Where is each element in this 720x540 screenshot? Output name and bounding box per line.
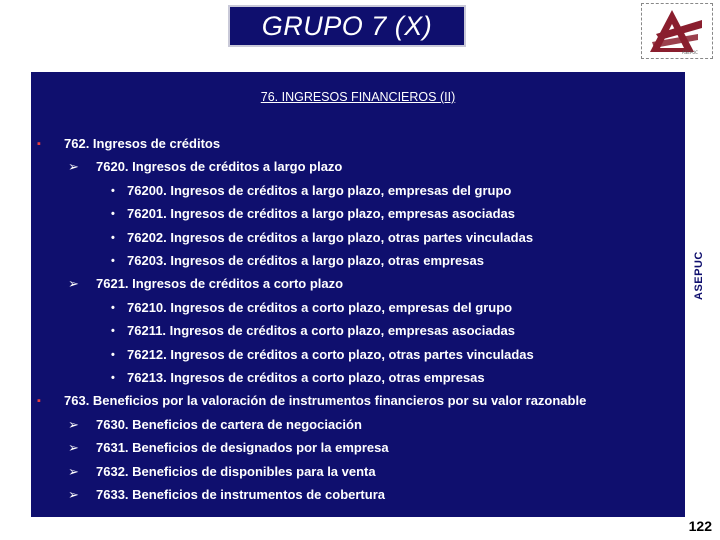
outline-row-level-2 bbox=[31, 440, 685, 458]
outline-row-level-3 bbox=[31, 370, 685, 388]
arrow-bullet-icon: ➢ bbox=[68, 159, 79, 175]
outline-row-level-3 bbox=[31, 183, 685, 201]
arrow-bullet-icon: ➢ bbox=[68, 487, 79, 502]
outline-row-text: 76213. Ingresos de créditos a corto plazo, otras empresas bbox=[127, 370, 485, 385]
outline-row-text: 76203. Ingresos de créditos a largo plazo, otras empresas bbox=[127, 253, 484, 268]
outline-row-level-2 bbox=[31, 464, 685, 482]
outline-row-text: 76212. Ingresos de créditos a corto plazo, otras partes vinculadas bbox=[127, 346, 534, 362]
asepuc-logo bbox=[641, 3, 713, 59]
dot-bullet-icon: • bbox=[111, 301, 115, 314]
outline-row-text: 76202. Ingresos de créditos a largo plazo, otras partes vinculadas bbox=[127, 229, 534, 245]
dot-bullet-icon: • bbox=[111, 325, 115, 338]
outline-row-level-2 bbox=[31, 487, 685, 505]
outline-row-text: 763. Beneficios por la valoración de instrumentos financieros por su valor razonable bbox=[64, 393, 587, 409]
dot-bullet-icon: • bbox=[111, 372, 115, 384]
outline-row-text: 7621. Ingresos de créditos a corto plazo bbox=[96, 276, 344, 292]
dot-bullet-icon: • bbox=[111, 184, 115, 197]
arrow-bullet-icon: ➢ bbox=[68, 463, 79, 479]
outline-row-level-1 bbox=[31, 136, 685, 154]
outline-row-level-2 bbox=[31, 159, 685, 177]
outline-row-text: 7631. Beneficios de designados por la empresa bbox=[96, 440, 389, 456]
outline-row-level-2 bbox=[31, 417, 685, 435]
logo-text: ASEPUC bbox=[682, 50, 698, 55]
outline-row-text: 7632. Beneficios de disponibles para la venta bbox=[96, 463, 376, 479]
outline-row-level-2 bbox=[31, 276, 685, 294]
section-subtitle: 76. INGRESOS FINANCIEROS (II) bbox=[260, 90, 456, 104]
square-bullet-icon: ▪ bbox=[37, 395, 41, 408]
arrow-bullet-icon: ➢ bbox=[68, 416, 79, 432]
outline-row-level-3 bbox=[31, 300, 685, 318]
outline-row-text: 76201. Ingresos de créditos a largo plazo, empresas asociadas bbox=[127, 206, 516, 222]
dot-bullet-icon: • bbox=[111, 208, 115, 221]
outline-row-text: 762. Ingresos de créditos bbox=[64, 136, 221, 151]
dot-bullet-icon: • bbox=[111, 348, 115, 361]
page-number: 122 bbox=[688, 518, 712, 534]
outline-row-level-3 bbox=[31, 206, 685, 224]
outline-row-level-1 bbox=[31, 393, 685, 411]
outline-row-text: 7630. Beneficios de cartera de negociación bbox=[96, 416, 362, 432]
content-panel bbox=[31, 72, 685, 517]
outline-row-text: 76210. Ingresos de créditos a corto plazo, empresas del grupo bbox=[127, 299, 513, 315]
outline-row-level-3 bbox=[31, 323, 685, 341]
outline-row-text: 76211. Ingresos de créditos a corto plazo, empresas asociadas bbox=[127, 323, 516, 339]
outline-row-text: 76200. Ingresos de créditos a largo plazo, empresas del grupo bbox=[127, 182, 512, 198]
title-box bbox=[228, 5, 466, 47]
dot-bullet-icon: • bbox=[111, 231, 115, 244]
arrow-bullet-icon: ➢ bbox=[68, 276, 79, 292]
side-label: ASEPUC bbox=[693, 251, 705, 300]
outline-row-text: 7620. Ingresos de créditos a largo plazo bbox=[96, 159, 343, 175]
arrow-bullet-icon: ➢ bbox=[68, 440, 79, 456]
square-bullet-icon: ▪ bbox=[37, 138, 41, 150]
outline-row-level-3 bbox=[31, 230, 685, 248]
slide-title: GRUPO 7 (X) bbox=[261, 10, 433, 41]
outline-row-level-3 bbox=[31, 347, 685, 365]
outline-row-text: 7633. Beneficios de instrumentos de cobertura bbox=[96, 487, 385, 502]
dot-bullet-icon: • bbox=[111, 255, 115, 267]
outline-row-level-3 bbox=[31, 253, 685, 271]
